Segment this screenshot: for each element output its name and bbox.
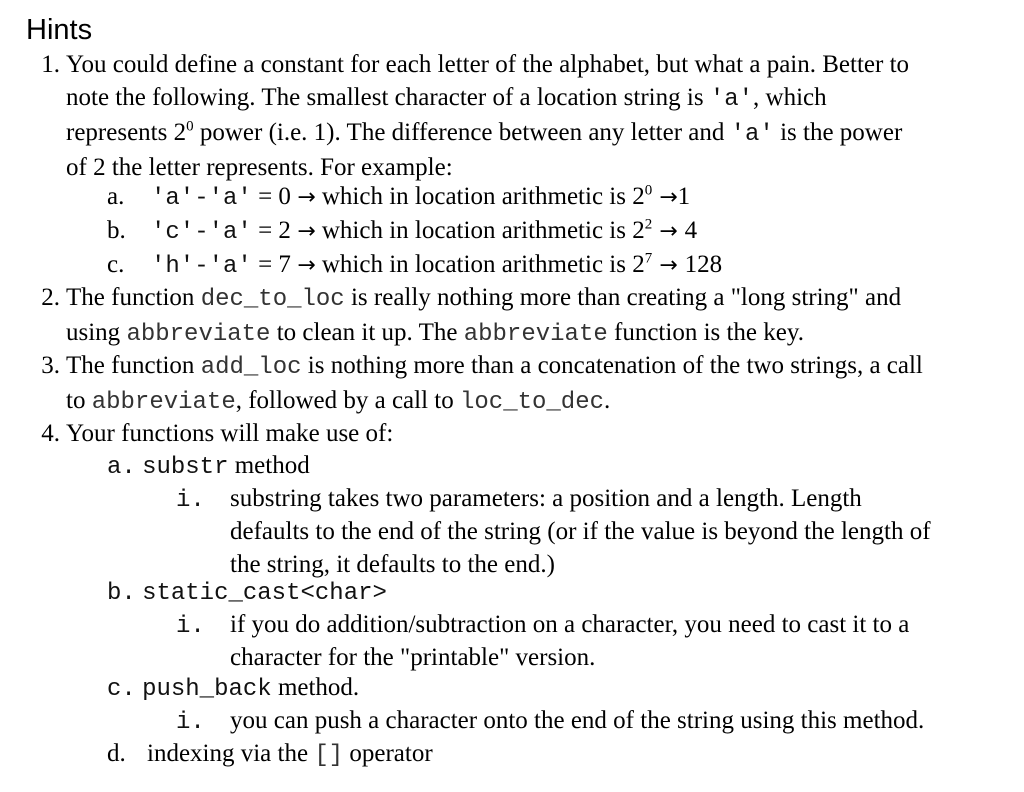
detail-label: i. xyxy=(176,613,205,640)
arrow-icon: → xyxy=(652,219,685,244)
detail-text: you can push a character onto the end of the string using this method. xyxy=(230,707,925,734)
detail-text: if you do addition/subtraction on a character, you need to cast it to a character for the "printable" version. xyxy=(230,611,910,671)
sub-item-d: d. indexing via the [] operator xyxy=(107,740,433,769)
detail-label: i. xyxy=(176,709,205,736)
code-index-operator: [] xyxy=(314,742,344,769)
code-dec-to-loc: dec_to_loc xyxy=(200,286,345,313)
code-abbreviate: abbreviate xyxy=(126,321,271,348)
text-line: The function add_loc is nothing more than a concatenation of the two strings, a call xyxy=(66,352,923,381)
text-line: note the following. The smallest character of a location string is 'a', which xyxy=(66,84,827,113)
code-char-a: 'a' xyxy=(709,86,754,113)
sub-item-b: b. static_cast<char> xyxy=(107,580,387,607)
text-line: to abbreviate, followed by a call to loc_to_dec. xyxy=(66,387,611,416)
code-char-a: 'a' xyxy=(730,121,774,148)
arrow-icon: → xyxy=(297,253,316,278)
text-line: The function dec_to_loc is really nothing more than creating a "long string" and xyxy=(66,284,902,313)
example-b: b. 'c'-'a' = 2 → which in location arithmetic is $2^2 \to 4$ xyxy=(107,216,698,246)
item-number: 2. xyxy=(41,284,60,311)
text-line: using abbreviate to clean it up. The abbreviate function is the key. xyxy=(66,319,805,348)
item-number: 3. xyxy=(41,352,60,379)
item-number: 4. xyxy=(41,420,60,447)
code-loc-to-dec: loc_to_dec xyxy=(459,389,605,416)
arrow-icon: → xyxy=(297,185,316,210)
code-add-loc: add_loc xyxy=(200,354,302,381)
detail-label: i. xyxy=(176,487,205,514)
detail-text: substring takes two parameters: a position and a length. Length defaults to the end of the string (or if the value is beyond the length of the string, it defaults to the end.) xyxy=(230,485,931,578)
page-title: Hints xyxy=(26,14,93,46)
text-line: of 2 the letter represents. For example: xyxy=(66,154,453,181)
code-abbreviate: abbreviate xyxy=(91,389,236,416)
example-a: a. 'a'-'a' = 0 → which in location arithmetic is $2^0 \to 1$ xyxy=(107,182,691,212)
item-number: 1. xyxy=(41,51,60,78)
item-text xyxy=(66,417,1016,450)
sub-item-a: a. substr method xyxy=(107,452,310,481)
item-text xyxy=(66,281,1016,351)
arrow-icon: → xyxy=(297,219,316,244)
example-c: c. 'h'-'a' = 7 → which in location arithmetic is $2^7 \to 128$ xyxy=(107,250,723,280)
code-abbreviate: abbreviate xyxy=(463,321,608,348)
item-text xyxy=(66,48,1016,184)
arrow-icon: → xyxy=(652,185,678,210)
text-line: Your functions will make use of: xyxy=(66,420,394,447)
sub-item-c: c. push_back method. xyxy=(107,674,360,703)
item-text xyxy=(66,349,1016,419)
code-substr: substr xyxy=(142,454,229,481)
text-line: You could define a constant for each letter of the alphabet, but what a pain. Better to xyxy=(66,51,910,78)
text-line: represents $2^0$ power (i.e. 1). The difference between any letter and 'a' is the power xyxy=(66,118,903,148)
code-push-back: push_back xyxy=(142,676,272,703)
arrow-icon: → xyxy=(652,253,685,278)
code-static-cast: static_cast<char> xyxy=(142,580,387,607)
